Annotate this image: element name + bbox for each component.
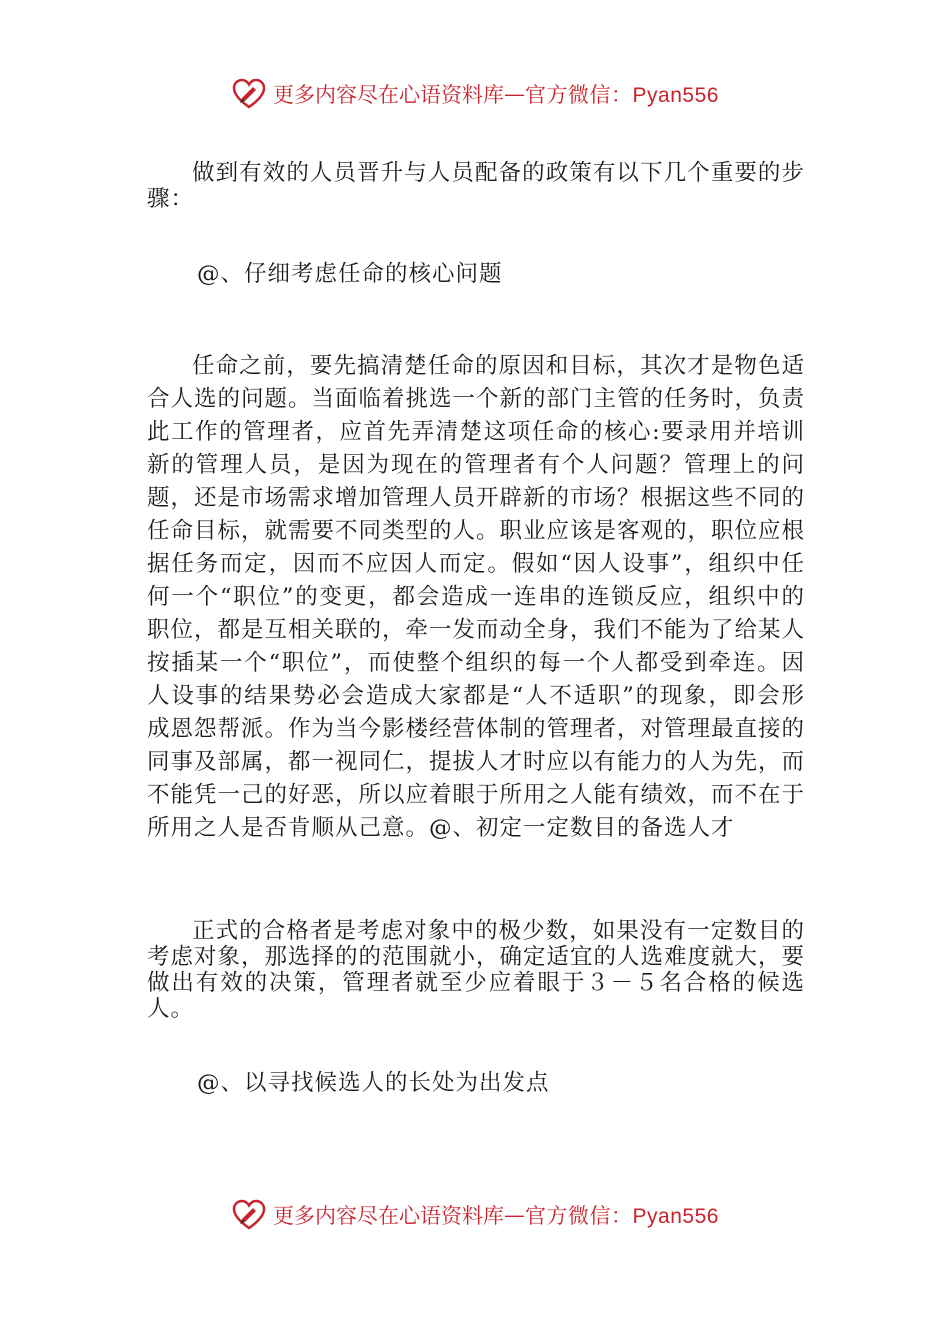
banner-text: 更多内容尽在心语资料库 (273, 1204, 505, 1228)
banner-wechat: 官方微信：Pyan556 (525, 84, 719, 107)
banner-text: 更多内容尽在心语资料库 (273, 83, 505, 107)
heart-pen-icon (231, 76, 267, 112)
body-paragraph-2: 正式的合格者是考虑对象中的极少数，如果没有一定数目的考虑对象，那选择的的范围就小，确定适宜的人选难度就大，要做出有效的决策，管理者就至少应着眼于３－５名合格的候选人。 (147, 918, 806, 1022)
header-banner (0, 72, 950, 116)
document-body (147, 160, 805, 1100)
banner-separator: — (504, 82, 526, 106)
banner-separator: — (504, 1203, 526, 1227)
footer-banner (0, 1193, 950, 1237)
body-paragraph-1: 任命之前，要先搞清楚任命的原因和目标，其次才是物色适合人选的问题。当面临着挑选一个新的部门主管的任务时，负责此工作的管理者，应首先弄清楚这项任命的核心:要录用并培训新的管理人员，是因为现在的管理者有个人问题？管理上的问题，还是市场需求增加管理人员开辟新的市场？根据这些不同的任命目标，就需要不同类型的人。职业应该是客观的，职位应根据任务而定，因而不应因人而定。假如“因人设事”，组织中任何一个“职位”的变更，都会造成一连串的连锁反应，组织中的职位，都是互相关联的，牵一发而动全身，我们不能为了给某人按插某一个“职位”，而使整个组织的每一个人都受到牵连。因人设事的结果势必会造成大家都是“人不适职”的现象，即会形成恩怨帮派。作为当今影楼经营体制的管理者，对管理最直接的同事及部属，都一视同仁，提拔人才时应以有能力的人为先，而不能凭一己的好恶，所以应着眼于所用之人能有绩效，而不在于所用之人是否肯顺从己意。@、初定一定数目的备选人才 (147, 353, 806, 841)
heart-pen-icon (231, 1197, 267, 1233)
section-heading-1: @、仔细考虑任命的核心问题 (197, 261, 503, 287)
intro-paragraph: 做到有效的人员晋升与人员配备的政策有以下几个重要的步骤： (147, 160, 805, 212)
banner-wechat: 官方微信：Pyan556 (525, 1205, 719, 1228)
section-heading-2: @、以寻找候选人的长处为出发点 (197, 1070, 550, 1096)
